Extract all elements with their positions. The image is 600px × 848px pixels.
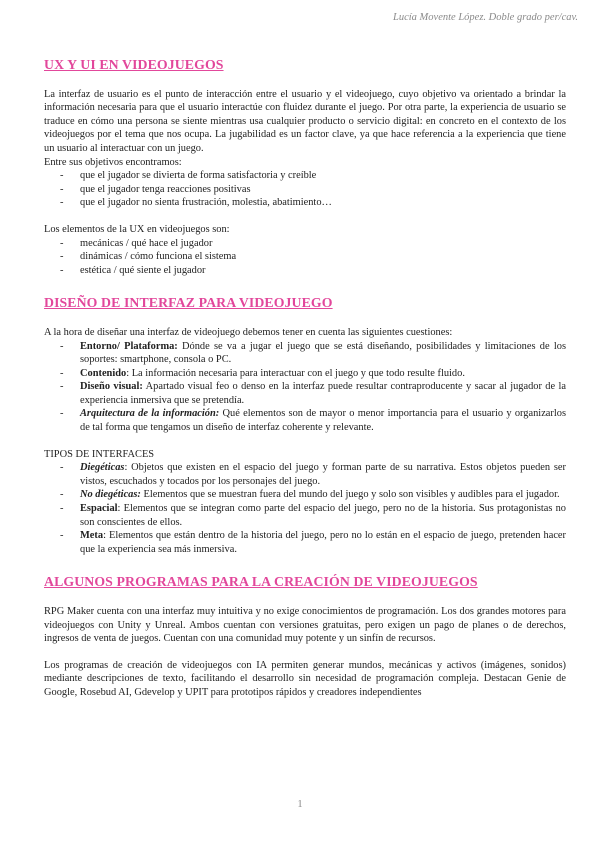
ux-elements-list — [44, 237, 566, 278]
list-item: - Espacial: Elementos que se integran como parte del espacio del juego, pero no de la historia. Sus protagonistas no son conscientes de ellos. — [60, 503, 566, 528]
list-item: - que el jugador tenga reacciones positivas — [60, 183, 251, 195]
section-title-interface-design: DISEÑO DE INTERFAZ PARA VIDEOJUEGO — [44, 295, 333, 311]
document-body — [44, 58, 566, 700]
page-header: Lucía Movente López. Doble grado per/cav. — [393, 12, 578, 23]
list-item: - que el jugador no sienta frustración, molestia, abatimiento… — [60, 197, 332, 209]
list-item: - Arquitectura de la información: Qué elementos son de mayor o menor importancia para el usuario y organizarlos de tal forma que tengamos un diseño de interfaz coherente y relevante. — [60, 408, 567, 434]
interface-types-list — [44, 461, 566, 556]
list-item: - dinámicas / cómo funciona el sistema — [60, 251, 237, 263]
list-item: - que el jugador se divierta de forma satisfactoria y creíble — [60, 170, 317, 182]
list-item: - Diegéticas: Objetos que existen en el espacio del juego y forman parte de su narrativa. Estos objetos pueden ser vistos, escuchados y tocados por los personajes del juego. — [60, 462, 566, 487]
paragraph: Los programas de creación de videojuegos con IA permiten generar mundos, mecánicas y activos (imágenes, sonidos) mediante descripciones de texto, facilitando el desarrollo sin necesidad de programación compleja. Destacan Genie de Google, Rosebud AI, Gdevelop y UPIT para prototipos rápidos y creadores independientes — [44, 659, 566, 698]
paragraph: Entre sus objetivos encontramos: — [44, 156, 182, 168]
page-number: 1 — [297, 799, 303, 810]
list-item: - Contenido: La información necesaria para interactuar con el juego y que todo resulte fluido. — [60, 367, 465, 379]
list-item: - mecánicas / qué hace el jugador — [60, 237, 213, 249]
section-title-programs: ALGUNOS PROGRAMAS PARA LA CREACIÓN DE VIDEOJUEGOS — [44, 574, 478, 590]
list-item: - No diegéticas: Elementos que se muestran fuera del mundo del juego y solo son visibles y audibles para el jugador. — [60, 489, 560, 501]
list-item: - Meta: Elementos que están dentro de la historia del juego, pero no lo están en el espacio de juego, pretenden hacer que la experiencia sea más inmersiva. — [60, 530, 566, 555]
objectives-list — [44, 169, 566, 210]
design-considerations-list — [44, 340, 566, 435]
list-item: - estética / qué siente el jugador — [60, 264, 206, 276]
subheading: TIPOS DE INTERFACES — [44, 448, 155, 460]
paragraph: Los elementos de la UX en videojuegos son: — [44, 223, 230, 235]
list-item: - Diseño visual: Apartado visual feo o denso en la interfaz puede resultar contraproducente y sacar al jugador de la experiencia inmersiva que se pretendía. — [60, 381, 566, 406]
paragraph: A la hora de diseñar una interfaz de videojuego debemos tener en cuenta las siguientes cuestiones: — [44, 326, 453, 338]
section-title-ux-ui: UX Y UI EN VIDEOJUEGOS — [44, 57, 224, 72]
list-item: - Entorno/ Plataforma: Dónde se va a jugar el juego que se está diseñando, posibilidades y limitaciones de los soportes: smartphone, consola o PC. — [60, 340, 566, 366]
paragraph: La interfaz de usuario es el punto de interacción entre el usuario y el videojuego, cuyo objetivo va orientado a brindar la información necesaria para que el usuario interactúe con fluidez durante el juego. Por otra parte, la experiencia de usuario se traduce en cómo una persona se siente mientras usa cualquier producto o servicio digital: en concreto en el contexto de los videojuegos por el tema que nos ocupa. La jugabilidad es un factor clave, ya que hace referencia a la experiencia que tiene un usuario al interactuar con un juego. — [44, 88, 566, 154]
paragraph: RPG Maker cuenta con una interfaz muy intuitiva y no exige conocimientos de programación. Los dos grandes motores para videojuegos con Unity y Unreal. Ambos cuentan con versiones gratuitas, pero exigen un pago de planes o de derechos, ingresos de venta de juegos. Cuentan con una comunidad muy potente y un sinfín de recursos. — [44, 606, 566, 645]
